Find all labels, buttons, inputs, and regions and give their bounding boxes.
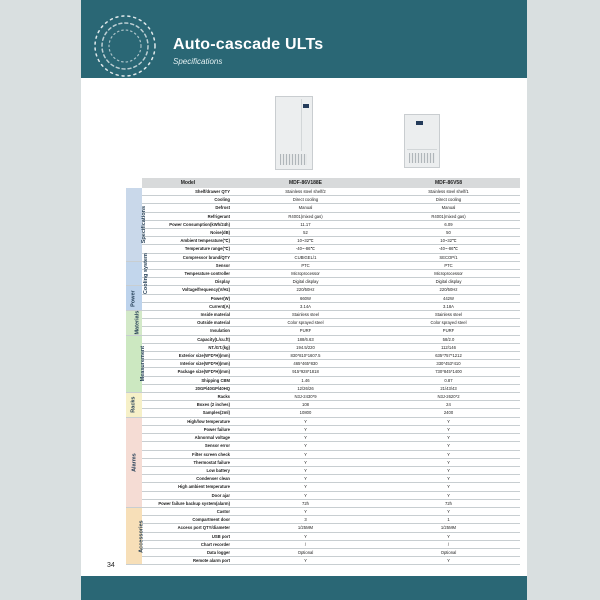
swirl-logo-icon: [83, 6, 173, 96]
cell-mdf-86v58: Y: [377, 466, 520, 474]
cell-mdf-86v188e: PURF: [234, 327, 377, 335]
cell-mdf-86v58: 1: [377, 516, 520, 524]
cell-mdf-86v58: Microprocessor: [377, 270, 520, 278]
cell-mdf-86v58: 6.09: [377, 220, 520, 228]
table-row: [126, 360, 520, 368]
cell-mdf-86v188e: Y: [234, 475, 377, 483]
row-label: Package size(W*D*H)(mm): [142, 368, 234, 376]
row-label: Power failure: [142, 425, 234, 433]
table-header-row: [126, 178, 520, 188]
row-label: USB port: [142, 532, 234, 540]
table-row: [126, 450, 520, 458]
category-label-text: Power: [130, 289, 137, 307]
cell-mdf-86v58: 220/50Hz: [377, 286, 520, 294]
table-row: [126, 319, 520, 327]
table-row: [126, 557, 520, 565]
cell-mdf-86v188e: Y: [234, 442, 377, 450]
category-label-text: Measurement: [140, 346, 147, 382]
row-label: Ambient temperature(℃): [142, 237, 234, 245]
cell-mdf-86v188e: Optional: [234, 548, 377, 556]
cell-mdf-86v188e: 188/6.63: [234, 335, 377, 343]
row-label: Interior size(W*D*H)(mm): [142, 360, 234, 368]
cell-mdf-86v58: Color sprayed steel: [377, 319, 520, 327]
table-row: [126, 491, 520, 499]
cell-mdf-86v188e: Y: [234, 434, 377, 442]
table-row: [126, 417, 520, 425]
cell-mdf-86v58: N3J-2620*2: [377, 393, 520, 401]
table-row: [126, 401, 520, 409]
row-label: Abnormal voltage: [142, 434, 234, 442]
cell-mdf-86v58: Y: [377, 425, 520, 433]
row-label: Cooling: [142, 196, 234, 204]
table-row: [126, 425, 520, 433]
cell-mdf-86v58: 3.18A: [377, 302, 520, 310]
table-row: [126, 245, 520, 253]
cell-mdf-86v58: 21/43/43: [377, 384, 520, 392]
cell-mdf-86v58: Y: [377, 450, 520, 458]
cell-mdf-86v58: Y: [377, 434, 520, 442]
cell-mdf-86v58: 442W: [377, 294, 520, 302]
cell-mdf-86v58: 635*757*1212: [377, 352, 520, 360]
row-label: Chart recorder: [142, 540, 234, 548]
table-row: [126, 524, 520, 532]
table-row: [126, 540, 520, 548]
cell-mdf-86v188e: Y: [234, 417, 377, 425]
cell-mdf-86v58: PURF: [377, 327, 520, 335]
cell-mdf-86v188e: 11.17: [234, 220, 377, 228]
cell-mdf-86v58: 50: [377, 229, 520, 237]
header-banner: [81, 0, 527, 78]
cell-mdf-86v58: R4001(mixed gas): [377, 212, 520, 220]
category-label: [126, 311, 142, 336]
category-label-text: Cooling system: [142, 253, 149, 295]
row-label: Door ajar: [142, 491, 234, 499]
cell-mdf-86v58: -40~-86℃: [377, 245, 520, 253]
cell-mdf-86v58: PTC: [377, 261, 520, 269]
table-row: [126, 311, 520, 319]
table-row: [126, 393, 520, 401]
table-row: [126, 229, 520, 237]
cell-mdf-86v58: Y: [377, 458, 520, 466]
table-row: [126, 204, 520, 212]
row-label: Condenser clean: [142, 475, 234, 483]
cell-mdf-86v58: 0.87: [377, 376, 520, 384]
row-label: Castor: [142, 507, 234, 515]
cell-mdf-86v188e: Y: [234, 458, 377, 466]
cell-mdf-86v188e: Direct cooling: [234, 196, 377, 204]
table-row: [126, 302, 520, 310]
row-label: Temperature controller: [142, 270, 234, 278]
table-row: [126, 507, 520, 515]
table-row: [126, 212, 520, 220]
header-spacer: [126, 178, 142, 188]
page-title: Auto-cascade ULTs: [173, 36, 324, 53]
table-row: [126, 475, 520, 483]
spec-table: [126, 178, 520, 565]
row-label: Noise(dB): [142, 229, 234, 237]
spec-page: [81, 0, 527, 600]
table-row: [126, 516, 520, 524]
table-row: [126, 499, 520, 507]
cell-mdf-86v58: Y: [377, 491, 520, 499]
cell-mdf-86v188e: Y: [234, 507, 377, 515]
cell-mdf-86v188e: 72h: [234, 499, 377, 507]
table-row: [126, 548, 520, 556]
cell-mdf-86v58: /: [377, 540, 520, 548]
cell-mdf-86v188e: 10~32℃: [234, 237, 377, 245]
table-row: [126, 368, 520, 376]
table-row: [126, 458, 520, 466]
table-row: [126, 294, 520, 302]
cell-mdf-86v188e: 660W: [234, 294, 377, 302]
row-label: Thermostat failure: [142, 458, 234, 466]
table-row: [126, 532, 520, 540]
category-label-text: Alarms: [131, 452, 138, 472]
cell-mdf-86v188e: Manual: [234, 204, 377, 212]
category-label-text: Materials: [134, 310, 141, 335]
table-row: [126, 483, 520, 491]
category-label: [126, 393, 142, 418]
cell-mdf-86v188e: Y: [234, 491, 377, 499]
cell-mdf-86v58: Y: [377, 557, 520, 565]
cell-mdf-86v58: Y: [377, 507, 520, 515]
freezer-image-mdf-86v188e: [275, 96, 313, 170]
cell-mdf-86v58: 1/25MM: [377, 524, 520, 532]
table-row: [126, 188, 520, 196]
category-label-text: Racks: [130, 396, 137, 413]
row-label: Refrigerant: [142, 212, 234, 220]
cell-mdf-86v188e: Y: [234, 532, 377, 540]
table-row: [126, 434, 520, 442]
category-label-text: Specifications: [141, 205, 148, 244]
row-label: Sensor error: [142, 442, 234, 450]
category-label: [126, 188, 148, 261]
cell-mdf-86v58: Stainless steel: [377, 311, 520, 319]
row-label: Current(A): [142, 302, 234, 310]
table-row: [126, 196, 520, 204]
row-label: Power(W): [142, 294, 234, 302]
table-row: [126, 237, 520, 245]
row-label: Compartment door: [142, 516, 234, 524]
row-label: High/low temperature: [142, 417, 234, 425]
cell-mdf-86v58: Y: [377, 532, 520, 540]
row-label: Data logger: [142, 548, 234, 556]
row-label: Display: [142, 278, 234, 286]
page-number: 34: [107, 562, 115, 569]
table-row: [126, 352, 520, 360]
table-row: [126, 278, 520, 286]
table-row: [126, 261, 520, 269]
cell-mdf-86v58: Direct cooling: [377, 196, 520, 204]
row-label: Compressor brand/QTY: [142, 253, 234, 261]
category-label-text: Accessories: [138, 519, 145, 553]
cell-mdf-86v188e: 52: [234, 229, 377, 237]
table-row: [126, 384, 520, 392]
row-label: 20GP/40GP/40HQ: [142, 384, 234, 392]
cell-mdf-86v58: Optional: [377, 548, 520, 556]
cell-mdf-86v188e: 12/26/26: [234, 384, 377, 392]
cell-mdf-86v188e: CUBIGEL/1: [234, 253, 377, 261]
cell-mdf-86v58: 112/146: [377, 343, 520, 351]
cell-mdf-86v58: 330*453*410: [377, 360, 520, 368]
table-row: [126, 335, 520, 343]
table-row: [126, 343, 520, 351]
cell-mdf-86v188e: /: [234, 540, 377, 548]
table-row: [126, 286, 520, 294]
row-label: Low battery: [142, 466, 234, 474]
cell-mdf-86v58: 10~32℃: [377, 237, 520, 245]
cell-mdf-86v188e: -40~-86℃: [234, 245, 377, 253]
row-label: High ambient temperature: [142, 483, 234, 491]
cell-mdf-86v188e: 220/50Hz: [234, 286, 377, 294]
row-label: Voltage/frequency(V/Hz): [142, 286, 234, 294]
row-label: Power Consumption(kWh/24h): [142, 220, 234, 228]
row-label: Sensor: [142, 261, 234, 269]
row-label: Access port QTY/diameter: [142, 524, 234, 532]
cell-mdf-86v188e: Y: [234, 450, 377, 458]
cell-mdf-86v188e: 915*928*1818: [234, 368, 377, 376]
row-label: Outside material: [142, 319, 234, 327]
cell-mdf-86v188e: Y: [234, 466, 377, 474]
cell-mdf-86v188e: 194.5/220: [234, 343, 377, 351]
table-row: [126, 220, 520, 228]
cell-mdf-86v188e: 1.46: [234, 376, 377, 384]
table-row: [126, 466, 520, 474]
cell-mdf-86v58: Y: [377, 442, 520, 450]
category-label: [126, 253, 149, 295]
cell-mdf-86v188e: Y: [234, 483, 377, 491]
cell-mdf-86v188e: 465*465*830: [234, 360, 377, 368]
cell-mdf-86v188e: Y: [234, 557, 377, 565]
cell-mdf-86v188e: 3.14A: [234, 302, 377, 310]
column-header: Model: [142, 178, 234, 188]
cell-mdf-86v58: Manual: [377, 204, 520, 212]
cell-mdf-86v58: SECOP/1: [377, 253, 520, 261]
row-label: Power failure backup system(alarm): [142, 499, 234, 507]
row-label: Inside material: [142, 311, 234, 319]
cell-mdf-86v188e: N3J-2430*9: [234, 393, 377, 401]
category-label: [126, 417, 142, 507]
cell-mdf-86v58: 24: [377, 401, 520, 409]
row-label: Defrost: [142, 204, 234, 212]
table-row: [126, 376, 520, 384]
column-header: MDF-86V188E: [234, 178, 377, 188]
cell-mdf-86v58: Y: [377, 417, 520, 425]
cell-mdf-86v188e: 1/25MM: [234, 524, 377, 532]
cell-mdf-86v58: 72h: [377, 499, 520, 507]
footer-bar: [81, 576, 527, 600]
table-row: [126, 253, 520, 261]
category-label: [126, 286, 142, 311]
cell-mdf-86v188e: 830*810*1607.5: [234, 352, 377, 360]
table-row: [126, 327, 520, 335]
cell-mdf-86v58: 58/2.0: [377, 335, 520, 343]
cell-mdf-86v188e: Digital display: [234, 278, 377, 286]
row-label: Temperature range(℃): [142, 245, 234, 253]
row-label: Capacity(L/cu.ft): [142, 335, 234, 343]
category-label: [126, 507, 145, 564]
row-label: Shipping CBM: [142, 376, 234, 384]
cell-mdf-86v188e: R4001(mixed gas): [234, 212, 377, 220]
table-row: [126, 442, 520, 450]
row-label: Racks: [142, 393, 234, 401]
cell-mdf-86v188e: Stainless steel shelf/2: [234, 188, 377, 196]
row-label: Filter screen check: [142, 450, 234, 458]
freezer-image-mdf-86v58: [404, 114, 440, 168]
cell-mdf-86v58: 2400: [377, 409, 520, 417]
cell-mdf-86v188e: Color sprayed steel: [234, 319, 377, 327]
cell-mdf-86v58: Digital display: [377, 278, 520, 286]
table-row: [126, 409, 520, 417]
cell-mdf-86v188e: 108: [234, 401, 377, 409]
cell-mdf-86v188e: Y: [234, 425, 377, 433]
category-label: [126, 335, 147, 392]
cell-mdf-86v188e: Stainless steel: [234, 311, 377, 319]
table-row: [126, 270, 520, 278]
row-label: Exterior size(W*D*H)(mm): [142, 352, 234, 360]
row-label: Shelf/drawer QTY: [142, 188, 234, 196]
cell-mdf-86v188e: 10800: [234, 409, 377, 417]
row-label: Remote alarm port: [142, 557, 234, 565]
cell-mdf-86v188e: 3: [234, 516, 377, 524]
page-subtitle: Specifications: [173, 57, 223, 66]
cell-mdf-86v58: 730*845*1400: [377, 368, 520, 376]
row-label: Insulation: [142, 327, 234, 335]
cell-mdf-86v58: Y: [377, 475, 520, 483]
cell-mdf-86v58: Y: [377, 483, 520, 491]
cell-mdf-86v188e: Microprocessor: [234, 270, 377, 278]
cell-mdf-86v58: Stainless steel shelf/1: [377, 188, 520, 196]
cell-mdf-86v188e: PTC: [234, 261, 377, 269]
row-label: Samples(2ml): [142, 409, 234, 417]
column-header: MDF-86V58: [377, 178, 520, 188]
row-label: NT./GT.(kg): [142, 343, 234, 351]
row-label: Boxes (2 inches): [142, 401, 234, 409]
